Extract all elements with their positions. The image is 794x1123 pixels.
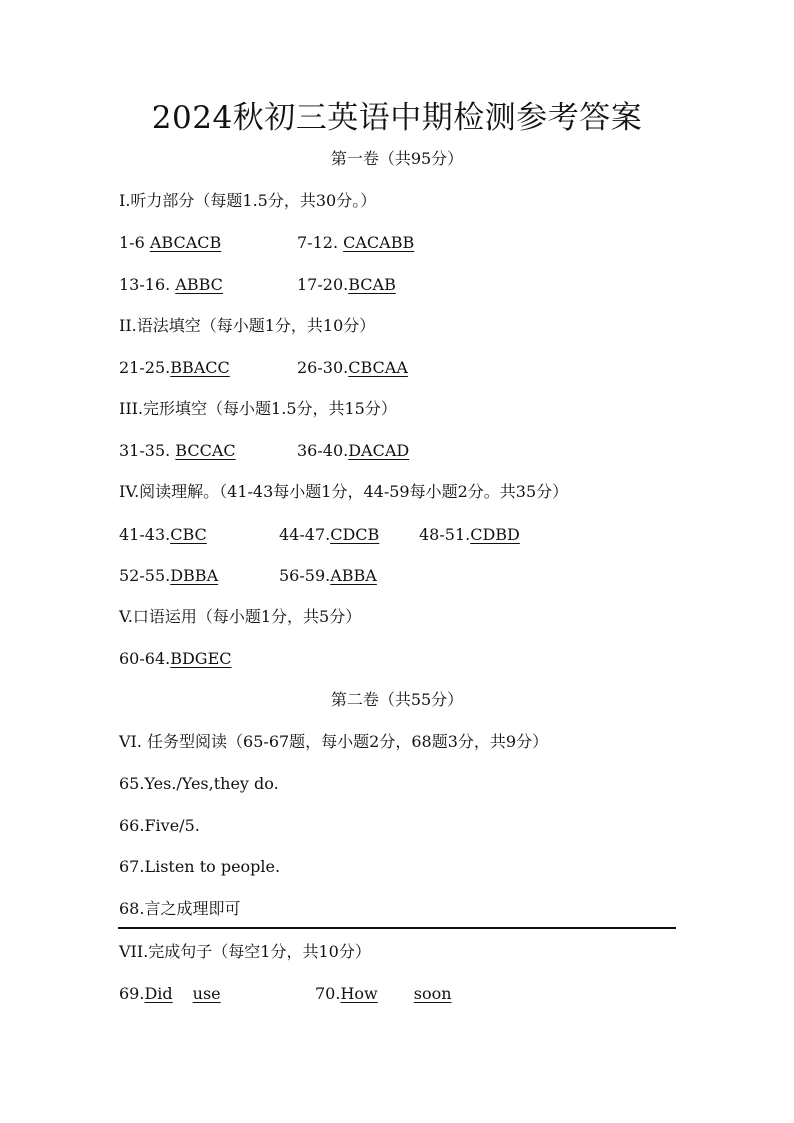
answer-66: 66.Five/5. — [119, 816, 200, 835]
answer-blank: How — [340, 984, 378, 1003]
answer-key: CBCAA — [348, 358, 408, 377]
question-range: 17-20. — [297, 275, 349, 294]
question-range: 41-43. — [119, 525, 171, 544]
question-range: 7-12. — [297, 233, 344, 252]
answer-65: 65.Yes./Yes,they do. — [119, 774, 279, 793]
document-title: 2024秋初三英语中期检测参考答案 — [151, 100, 643, 136]
answer-key: BCAB — [348, 275, 396, 294]
answer-56-59 — [279, 565, 377, 587]
answer-31-35 — [119, 440, 236, 462]
answer-7-12 — [297, 232, 414, 254]
answer-26-30 — [297, 357, 408, 379]
question-range: 56-59. — [279, 566, 331, 585]
question-range: 48-51. — [419, 525, 471, 544]
question-range: 1-6 — [119, 233, 150, 252]
answer-68: 68.言之成理即可 — [119, 899, 241, 918]
answer-41-43 — [119, 524, 217, 546]
section-2-heading: II.语法填空（每小题1分，共10分） — [119, 316, 376, 335]
answer-key: BBACC — [170, 358, 230, 377]
part1-heading: 第一卷（共95分） — [330, 149, 464, 168]
answer-60-64 — [119, 648, 232, 670]
answer-key: ABBC — [175, 275, 223, 294]
answer-key: ABCACB — [149, 233, 222, 252]
question-range: 60-64. — [119, 649, 171, 668]
question-number: 70. — [315, 984, 341, 1003]
answer-44-47 — [279, 524, 389, 546]
question-range: 44-47. — [279, 525, 331, 544]
section-3-heading: III.完形填空（每小题1.5分，共15分） — [119, 399, 397, 418]
answer-key: BCCAC — [175, 441, 236, 460]
answer-key: CBC — [170, 525, 207, 544]
question-number: 69. — [119, 984, 145, 1003]
section-4-heading: IV.阅读理解。（41-43每小题1分，44-59每小题2分。共35分） — [119, 482, 569, 501]
answer-blank: soon — [413, 984, 452, 1003]
part2-heading: 第二卷（共55分） — [330, 690, 464, 709]
answer-70 — [315, 983, 452, 1005]
answer-key: ABBA — [330, 566, 377, 585]
answer-17-20 — [297, 274, 396, 296]
answer-key: CDBD — [470, 525, 520, 544]
answer-69 — [119, 983, 229, 1005]
answer-key: DBBA — [170, 566, 219, 585]
section-7-heading: VII.完成句子（每空1分，共10分） — [119, 942, 371, 961]
answer-13-16 — [119, 274, 223, 296]
answer-blank: use — [192, 984, 221, 1003]
question-range: 31-35. — [119, 441, 176, 460]
answer-1-6 — [119, 232, 231, 254]
section-5-heading: V.口语运用（每小题1分，共5分） — [119, 607, 362, 626]
question-range: 26-30. — [297, 358, 349, 377]
question-range: 13-16. — [119, 275, 176, 294]
answer-52-55 — [119, 565, 228, 587]
answer-36-40 — [297, 440, 409, 462]
section-1-heading: I.听力部分（每题1.5分，共30分。） — [119, 191, 377, 210]
answer-21-25 — [119, 357, 240, 379]
question-range: 52-55. — [119, 566, 171, 585]
answer-key: CDCB — [330, 525, 380, 544]
answer-key: BDGEC — [170, 649, 232, 668]
answer-48-51 — [419, 524, 520, 546]
question-range: 36-40. — [297, 441, 349, 460]
answer-key: DACAD — [348, 441, 410, 460]
question-range: 21-25. — [119, 358, 171, 377]
answer-blank: Did — [144, 984, 173, 1003]
section-6-heading: VI. 任务型阅读（65-67题，每小题2分，68题3分，共9分） — [119, 732, 549, 751]
section-divider — [118, 927, 676, 929]
answer-67: 67.Listen to people. — [119, 857, 281, 876]
answer-key: CACABB — [343, 233, 415, 252]
